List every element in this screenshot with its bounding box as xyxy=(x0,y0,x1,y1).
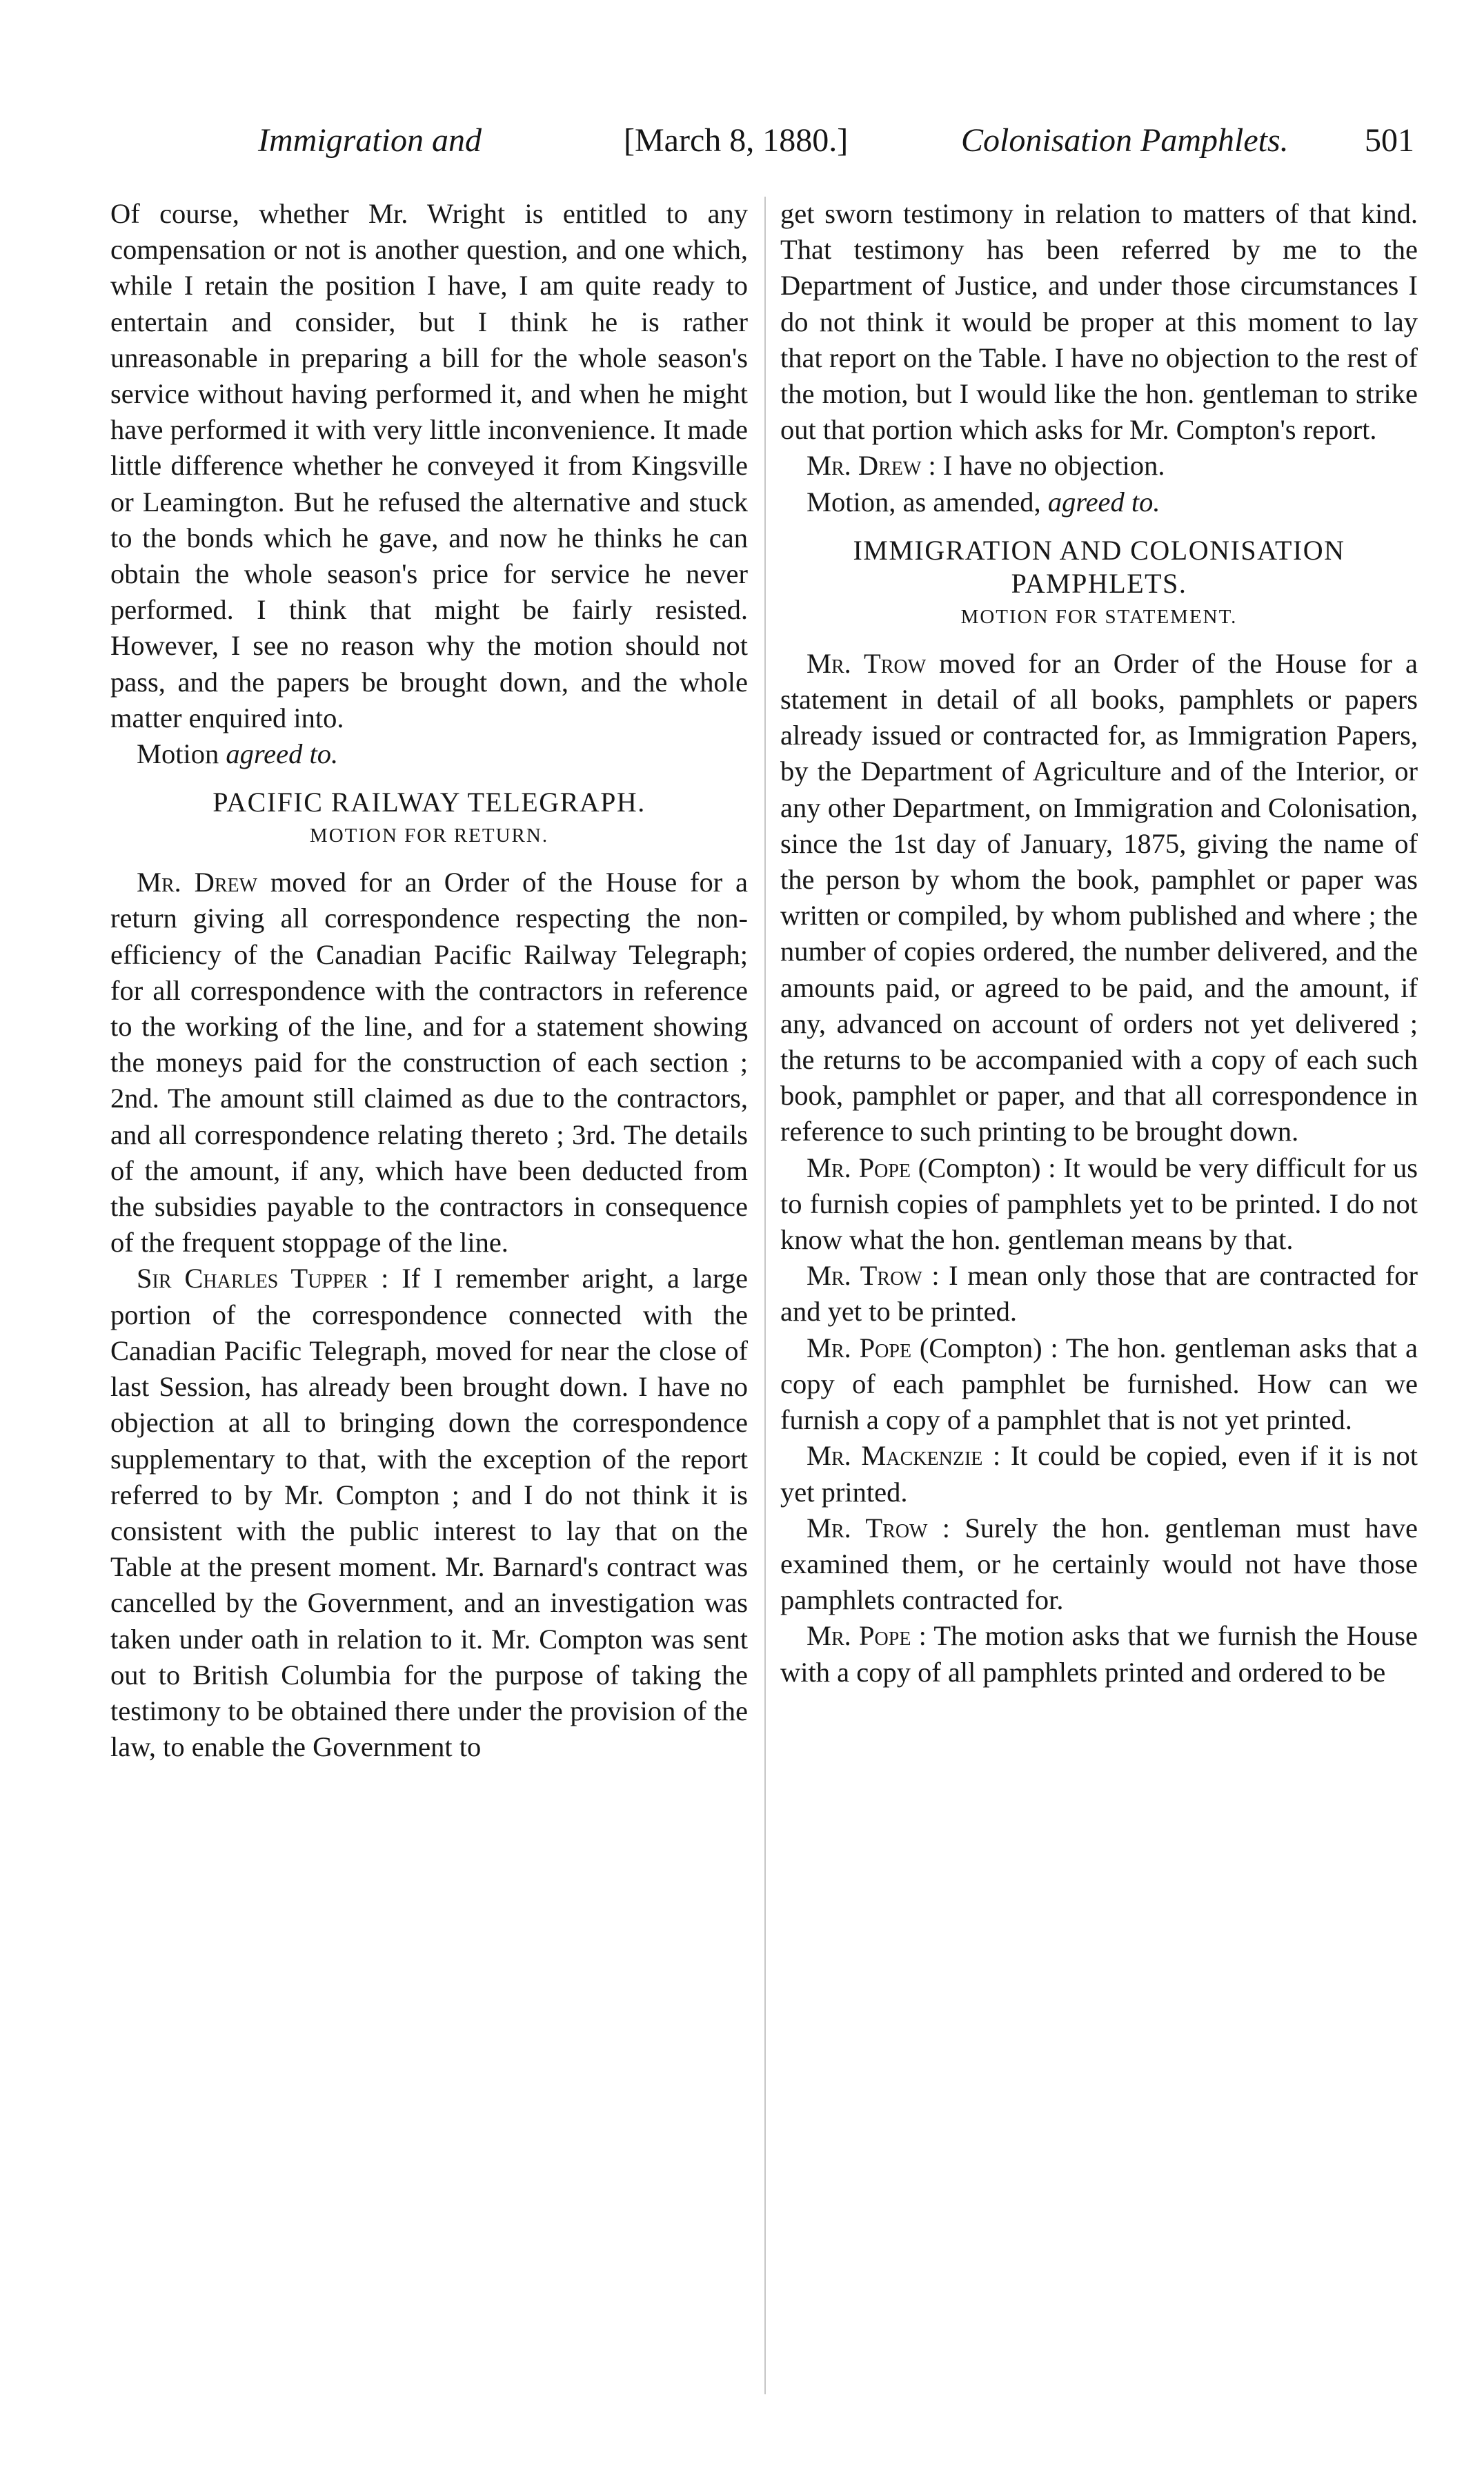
speaker-name: Mr. Mackenzie xyxy=(807,1440,983,1472)
speech-trow-motion xyxy=(780,646,1418,1150)
speech-text: (Compton) : It would be very difficult for us to furnish copies of pamphlets yet to be printed. I do not know what the hon. gentleman means by that. xyxy=(780,1152,1418,1256)
paragraph-sworn-testimony: get sworn testimony in relation to matters of that kind. That testimony has been referred by me to the Department of Justice, and under those circumstances I do not think it would be proper at this moment to lay that report on the Table. I have no objection to the rest of the motion, but I would like the hon. gentleman to strike out that portion which asks for Mr. Compton's report. xyxy=(780,198,1418,446)
motion-result: agreed to. xyxy=(226,738,339,770)
right-column xyxy=(780,196,1418,1690)
motion-prefix: Motion, as amended, xyxy=(807,486,1048,518)
column-divider xyxy=(764,197,766,2394)
paragraph-wright-compensation: Of course, whether Mr. Wright is entitled to any compensation or not is another question, and one which, while I retain the position I have, I am quite ready to entertain and consider, but I think he is rather unreasonable in preparing a bill for the whole season's service without having performed it, and when he might have performed it with very little inconvenience. It made little difference whether he conveyed it from Kingsville or Leamington. But he refused the alternative and stuck to the bonds which he gave, and now he thinks he can obtain the whole season's price for service he never performed. I think that might be fairly resisted. However, I see no reason why the motion should not pass, and the papers be brought down, and the whole matter enquired into. xyxy=(110,198,748,733)
speech-pope-3 xyxy=(780,1618,1418,1690)
section-title-pacific-telegraph: PACIFIC RAILWAY TELEGRAPH. xyxy=(212,787,646,818)
speaker-name: Sir Charles Tupper xyxy=(137,1263,368,1294)
speaker-name: Mr. Pope xyxy=(807,1332,912,1363)
speech-text: : Surely the hon. gentleman must have examined them, or he certainly would not have those pamphlets contracted for. xyxy=(780,1512,1418,1616)
left-column xyxy=(110,196,748,1765)
speech-pope-2 xyxy=(780,1330,1418,1439)
speaker-name: Mr. Trow xyxy=(807,1260,922,1292)
header-date: [March 8, 1880.] xyxy=(624,122,849,159)
speech-text: : The motion asks that we furnish the House with a copy of all pamphlets printed and ordered to be xyxy=(780,1620,1418,1688)
speaker-name: Mr. Drew xyxy=(807,450,922,482)
motion-prefix: Motion xyxy=(137,738,226,770)
speaker-name: Mr. Pope xyxy=(807,1620,911,1652)
speaker-name: Mr. Drew xyxy=(137,867,258,898)
speech-tupper xyxy=(110,1261,748,1765)
motion-result: agreed to. xyxy=(1047,486,1160,518)
speaker-name: Mr. Trow xyxy=(807,1512,928,1544)
motion-amended-line xyxy=(780,484,1418,520)
motion-agreed-line xyxy=(110,736,748,772)
speech-trow-3 xyxy=(780,1510,1418,1619)
speech-text: : If I remember aright, a large portion of the correspondence connected with the Canadian Pacific Telegraph, moved for near the close of last Session, has already been brought down. I have no objection at all to bringing down the correspondence supplementary to that, with the exception of the report referred to by Mr. Compton ; and I do not think it is consistent with the public interest to lay that on the Table at the present moment. Mr. Barnard's contract was cancelled by the Government, and an investigation was taken under oath in relation to it. Mr. Compton was sent out to British Columbia for the purpose of taking the testimony to be obtained there under the provision of the law, to enable the Government to xyxy=(110,1263,748,1763)
speech-text: : It could be copied, even if it is not yet printed. xyxy=(780,1440,1418,1508)
speech-text: moved for an Order of the House for a return giving all correspondence respecting the non-efficiency of the Canadian Pacific Railway Telegraph; for all correspondence with the contractors in reference to the working of the line, and for a statement showing the moneys paid for the construction of each section ; 2nd. The amount still claimed as due to the contractors, and all correspondence relating thereto ; 3rd. The details of the amount, if any, which have been deducted from the subsidies payable to the contractors in consequence of the frequent stoppage of the line. xyxy=(110,867,748,1259)
speech-text: (Compton) : The hon. gentleman asks that a copy of each pamphlet be furnished. How can we furnish a copy of a pamphlet that is not yet printed. xyxy=(780,1332,1418,1436)
section-subtitle-motion-statement: MOTION FOR STATEMENT. xyxy=(960,605,1238,628)
section-subtitle-motion-return: MOTION FOR RETURN. xyxy=(309,825,549,847)
speech-text: moved for an Order of the House for a statement in detail of all books, pamphlets or papers already issued or contracted for, as Immigration Papers, by the Department of Agriculture and of the Interior, or any other Department, on Immigration and Colonisation, since the 1st day of January, 1875, giving the name of the person by whom the book, pamphlet or paper was written or compiled, by whom published and where ; the number of copies ordered, the number delivered, and the amounts paid, or agreed to be paid, and the amount, if any, advanced on account of orders not yet delivered ; the returns to be accompanied with a copy of each such book, pamphlet or paper, and that all correspondence in reference to such printing to be brought down. xyxy=(780,647,1418,1147)
speaker-name: Mr. Trow xyxy=(807,647,927,679)
running-header xyxy=(110,121,1421,170)
speech-text: : I mean only those that are contracted for and yet to be printed. xyxy=(780,1260,1418,1328)
speech-pope-1 xyxy=(780,1150,1418,1259)
speech-mackenzie xyxy=(780,1438,1418,1510)
speech-drew-reply xyxy=(780,448,1418,484)
section-title-immigration-pamphlets: IMMIGRATION AND COLONISATION PAMPHLETS. xyxy=(853,534,1345,599)
speaker-name: Mr. Pope xyxy=(807,1152,911,1183)
page-number: 501 xyxy=(1365,122,1414,159)
speech-trow-2 xyxy=(780,1258,1418,1330)
speech-drew xyxy=(110,865,748,1261)
speech-text: : I have no objection. xyxy=(921,450,1165,482)
header-right-title: Colonisation Pamphlets. xyxy=(961,122,1289,159)
header-left-title: Immigration and xyxy=(258,122,482,159)
